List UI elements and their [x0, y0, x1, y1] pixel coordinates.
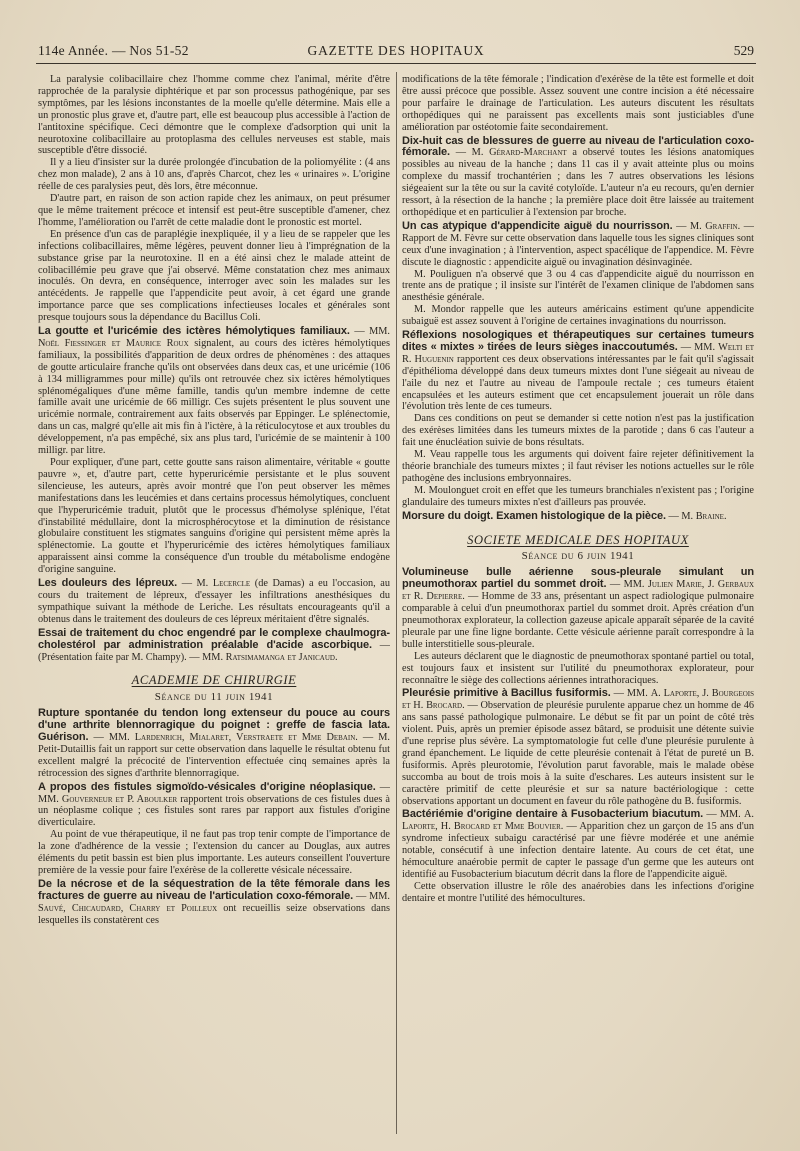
article-fistules: A propos des fistules sigmoïdo-vésicales d'origine néoplasique. — MM. Gouverneur et P. Aboulker rapportent trois observations de ces fistules dues à un néoplasme colique ; ces fistules sont rares par rapport aux fistules d'origine diverticulaire.: [38, 780, 390, 829]
article-title: Morsure du doigt. Examen histologique de la pièce.: [402, 509, 666, 522]
article-authors: A. Laporte, H. Brocard et Mme Bouvier.: [402, 809, 754, 833]
page-header: [38, 40, 754, 62]
article-authors: Ratsimamanga et Janicaud.: [225, 651, 338, 663]
article-goutte: La goutte et l'uricémie des ictères hémolytiques familiaux. — MM. Noël Fiessinger et Maurice Roux signalent, au cours des ictères hémolytiques familiaux, la possibilités d'apparition de deux ordres de phénomènes : des attaques de goutte articulaire franche qu'ils ont observées dans deux cas, et une uricémie (106 à 134 milligrammes pour mille) qu'ils ont retrouvée chez six ictères hémolytiques splénomégaliques d'une même famille, tandis qu'un membre indemne de cette famille avait une uricémie de 66 milligr. Ces sujets présentent le plus souvent une uricémie normale, contrairement aux faits observés par Eppinger. Le splénectomie, dans un cas, malgré qu'elle ait mis fin à l'ictère, à la réticulocytose et aux troubles du développement, n'a pas empêché, six ans plus tard, l'uricémie de se maintenir à 100 milligr. par litre.: [38, 325, 390, 457]
header-rule: [36, 63, 756, 64]
article-title: Pleurésie primitive à Bacillus fusiformis.: [402, 687, 611, 700]
left-column: [38, 74, 390, 1134]
article-bulle: Volumineuse bulle aérienne sous-pleurale simulant un pneumothorax partiel du sommet droit. — MM. Julien Marie, J. Gerbaux et R. Depierre. — Homme de 33 ans, présentant un aspect radiologique pulmonaire comparable à celui d'un pneumothorax partiel du sommet droit. Après création d'un pneumothorax explorateur, la collection gazeuse apicale apparaît séparée de la cavité pleurale par une fine ligne bordante. Cette vésicule aérienne paraît correspondre à la bulle interstitielle sous-pleurale.: [402, 566, 754, 650]
article-body: Rapport de M. Fèvre sur cette observation dans laquelle tous les signes cliniques sont ceux d'une invagination ; à l'intervention, aspect spacélique de l'appendice. M. Fèvre discute le diagnostic : appendicite aiguë ou invagination désinvaginée.: [402, 232, 754, 268]
article-pleuresie: Pleurésie primitive à Bacillus fusiformis. — MM. A. Laporte, J. Bourgeois et H. Brocard. — Observation de pleurésie purulente apparue chez un homme de 46 ans sans passé pathologique pulmonaire. Le début se fit par un point de côté très violent. Puis, après un premier épisode assez bâtard, se produisit une détente suivie d'une reprise plus sévère. La symptomatologie fut celle d'une pleurésie purulente à grand épanchement. Le liquide de cette pleurésie contenait à l'état de pureté un B. fusiformis. Après pleurotomie, l'évolution parut favorable, mais le malade obèse succomba au bout de trois mois à la suite d'eschares. Les auteurs insistent sur le caractère primitif de cette pleurésie et sur sa nature bactériologique : cette observations apportant un document en faveur du rôle pathogène du B. fusiformis.: [402, 687, 754, 807]
article-body: Apparition chez un garçon de 15 ans d'un syndrome infectieux subaigu caractérisé par une fièvre modérée et une anémie notable, consécutif à une infection dentaire latente. Au cours de cet état, une hémoculture anaérobie permit de capter le passage d'un germe que les auteurs ont identifié au Fusobacterium biacutum décrit dans la flore de l'appendicite aiguë.: [402, 821, 754, 880]
issue-info: 114e Année. — Nos 51-52: [38, 43, 189, 58]
article-authors: Welti et R. Huguenin: [402, 341, 754, 365]
session-date: Séance du 6 juin 1941: [521, 550, 635, 563]
article-title: Un cas atypique d'appendicite aiguë du nourrisson.: [402, 219, 673, 232]
paragraph: En présence d'un cas de paraplégie inexpliquée, il y a lieu de se rappeler que les infections colibacillaires, même légères, peuvent donner lieu à l'imprégnation de la substance grise par la neurotoxine. Il en a été ainsi chez le malade atteint de colibacillémie peu grave que j'ai observé. Même constatation chez mes animaux inoculés. On devra, en conséquence, interroger avec soin les malades sur les antécédents. Je rappelle que l'appendicite peut avoir, à cet égard une grande importance parce que ses complications infectieuses locales et générales sont presque toujours sous la dépendance du Bacillus Coli.: [38, 228, 390, 324]
article-title: Bactériémie d'origine dentaire à Fusobacterium biacutum.: [402, 808, 704, 821]
article-bacteriemie: Bactériémie d'origine dentaire à Fusobacterium biacutum. — MM. A. Laporte, H. Brocard et Mme Bouvier. — Apparition chez un garçon de 15 ans d'un syndrome infectieux subaigu caractérisé par une fièvre modérée et une anémie notable, consécutif à une infection dentaire latente. Au cours de cet état, une hémoculture anaérobie permit de capter le passage d'un germe que les auteurs ont identifié au Fusobacterium biacutum décrit dans la flore de l'appendicite aiguë.: [402, 808, 754, 880]
article-body: Homme de 33 ans, présentant un aspect radiologique pulmonaire comparable à celui d'un pneumothorax partiel du sommet droit. Après création d'un pneumothorax explorateur, la collection gazeuse apicale apparaît séparée de la cavité pleurale par une fine ligne bordante. Cette vésicule aérienne paraît correspondre à la bulle interstitielle sous-pleurale.: [402, 591, 754, 650]
article-authors: Lardenrich, Mialaret, Verstraete et Mme Debain.: [134, 732, 358, 744]
article-morsure: Morsure du doigt. Examen histologique de la pièce. — M. Braine.: [402, 509, 727, 522]
paragraph: M. Veau rappelle tous les arguments qui doivent faire rejeter définitivement la théorie branchiale des tumeurs mixtes ; il faut réviser les notions actuelles sur le rôle pathogène des inclusions embryonnaires.: [402, 449, 754, 484]
publication-title: GAZETTE DES HOPITAUX: [307, 43, 485, 58]
article-chaulmogra: Essai de traitement du choc engendré par le complexe chaulmogra-cholestérol par administration préalable d'acide ascorbique. — (Présentation faite par M. Champy). — MM. Ratsimamanga et Janicaud.: [38, 626, 390, 663]
article-lepreux: Les douleurs des lépreux. — M. Lecercle (de Damas) a eu l'occasion, au cours du traitement de lépreux, d'essayer les infiltrations anesthésiques du sympathique suivant la méthode de Leriche. Les résultats encourageants qu'il a obtenus dans le traitement des douleurs de ces lépreux méritaient d'être signalés.: [38, 577, 390, 625]
article-body: (de Damas) a eu l'occasion, au cours du traitement de lépreux, d'essayer les infiltrations anesthésiques du sympathique suivant la méthode de Leriche. Les résultats encourageants qu'il a obtenus dans le traitement des douleurs de ces lépreux méritaient d'être signalés.: [38, 578, 390, 625]
article-title: Essai de traitement du choc engendré par le complexe chaulmogra-cholestérol par administration préalable d'acide ascorbique.: [38, 626, 390, 651]
article-body: rapportent trois observations de ces fistules dues à un néoplasme colique ; ces fistules sont rares par rapport aux fistules d'origine diverticulaire.: [38, 793, 390, 829]
article-authors: A. Laporte, J. Bourgeois et H. Brocard.: [402, 688, 754, 712]
article-authors: Sauvé, Chicaudard, Charry et Poilleux: [38, 902, 218, 914]
article-authors: Noël Fiessinger et Maurice Roux: [38, 337, 189, 349]
paragraph: M. Pouliguen n'a observé que 3 ou 4 cas d'appendicite aiguë du nourrisson en trente ans de pratique ; il insiste sur l'intérêt de l'examen clinique de l'abdomen sans anesthésie générale.: [402, 268, 754, 304]
article-title: De la nécrose et de la séquestration de la tête fémorale dans les fractures de guerre au niveau de l'articulation coxo-fémorale.: [38, 877, 390, 902]
paragraph: M. Moulonguet croit en effet que les tumeurs branchiales n'existent pas ; l'origine glandulaire des tumeurs mixtes n'est d'ailleurs pas prouvée.: [402, 484, 754, 508]
article-title: A propos des fistules sigmoïdo-vésicales d'origine néoplasique.: [38, 780, 376, 793]
article-authors: Braine.: [695, 510, 727, 522]
article-body: signalent, au cours des ictères hémolytiques familiaux, la possibilités d'apparition de deux ordres de phénomènes : des attaques de goutte articulaire franche qu'ils ont observées dans deux cas, et une uricémie (106 à 134 milligrammes pour mille) qu'ils ont retrouvée chez six ictères hémolytiques splénomégaliques d'une même famille, tandis qu'un membre indemne de cette famille avait une uricémie de 66 milligr. Ces sujets présentent le plus souvent une uricémie normale, contrairement aux faits observés par Eppinger. Le splénectomie, dans un cas, malgré qu'elle ait mis fin à l'ictère, à la réticulocytose et aux troubles du développement, n'a pas empêché, six ans plus tard, l'uricémie de se maintenir à 100 milligr. par litre.: [38, 337, 390, 457]
article-title: Dix-huit cas de blessures de guerre au niveau de l'articulation coxo-fémorale.: [402, 134, 754, 159]
article-coxo: Dix-huit cas de blessures de guerre au niveau de l'articulation coxo-fémorale. — M. Gérard-Marchant a observé toutes les lésions anatomiques possibles au niveau de la hanche ; dans 11 cas il y avait atteinte plus ou moins complexe du massif trochantérien ; dans les 7 autres observations les lésions siégeaient sur la tête ou sur la cavité cotyloïde. L'auteur n'a eu recours, qu'en dernier ressort, à la résection de la hanche ; la première place doit être laissée au traitement orthopédique et en particulier à l'extension par broche.: [402, 134, 754, 218]
article-body: ont recueillis seize observations dans lesquelles ils constatèrent ces: [38, 902, 390, 926]
article-body: Observation de pleurésie purulente apparue chez un homme de 46 ans sans passé pathologique pulmonaire. Le début se fit par un point de côté très violent. Puis, après un premier épisode assez bâtard, se produisit une détente suivie d'une reprise plus sévère. La symptomatologie fut celle d'une pleurésie purulente à grand épanchement. Le liquide de cette pleurésie contenait à l'état de pureté un B. fusiformis. Après pleurotomie, l'évolution parut favorable, mais le malade obèse succomba au bout de trois mois à la suite d'eschares. Les auteurs insistent sur le caractère primitif de cette pleurésie et sur sa nature bactériologique : cette observations apportant un document en faveur du rôle pathogène du B. fusiformis.: [402, 700, 754, 807]
session-date: Séance du 11 juin 1941: [154, 691, 274, 704]
paragraph: Dans ces conditions on peut se demander si cette notion n'est pas la justification des exérèses limitées dans les tumeurs mixtes de la parotide ; dans 6 cas l'auteur a fait une énucléation suivie de bons résultats.: [402, 413, 754, 449]
article-note: (Présentation faite par M. Champy).: [38, 651, 187, 663]
paragraph: modifications de la tête fémorale ; l'indication d'exérèse de la tête est formelle et doit être aussi précoce que possible. Assez souvent une contre incision a été nécessaire pour parfaire le drainage de l'articulation. Les auteurs discutent les résultats orthopédiques qui ne paraissent pas excellents mais sont justiciables d'une amélioration par ostéotomie faite secondairement.: [402, 74, 754, 133]
article-authors: Lecercle: [212, 578, 251, 590]
article-body: a observé toutes les lésions anatomiques possibles au niveau de la hanche ; dans 11 cas il y avait atteinte plus ou moins complexe du massif trochantérien ; dans les 7 autres observations les lésions siégeaient sur la tête ou sur la cavité cotyloïde. L'auteur n'a eu recours, qu'en dernier ressort, à la résection de la hanche ; la première place doit être laissée au traitement orthopédique et en particulier à l'extension par broche.: [402, 147, 754, 218]
article-authors: Julien Marie, J. Gerbaux et R. Depierre.: [402, 579, 754, 603]
paragraph: Les auteurs déclarent que le diagnostic de pneumothorax spontané partiel ou total, est toujours faux et insistent sur l'utilité du pneumothorax explorateur, pour reconnaître le siège des collections aériennes intrathoraciques.: [402, 650, 754, 686]
article-body: rapportent ces deux observations intéressantes par le fait qu'il s'agissait d'épithélioma développé dans deux tumeurs mixtes dont l'une siégeait au niveau de l'aile du nez et l'autre au niveau de l'ampoule rectale ; ces tumeurs étaient encapsulées et les auteurs estiment que cet encapsulement jouerait un rôle dans l'évolution très lente de ces tumeurs.: [402, 353, 754, 413]
right-column: [402, 74, 754, 1134]
article-title: Réflexions nosologiques et thérapeutiques sur certaines tumeurs dites « mixtes » tirées de leurs sièges inaccoutumés.: [402, 329, 754, 353]
paragraph: La paralysie colibacillaire chez l'homme comme chez l'animal, mérite d'être rapprochée de la paralysie diphtérique et par son processus pathogénique, par ses symptômes, par les lésions inconstantes de la moelle qu'elle détermine. Mais elle a un pronostic plus grave et, d'autre part, elle est beaucoup plus accessible à l'action de l'antitoxine spécifique. Ceci démontre que le complexe d'adsorption qui unit la neurotoxine colibacillaire au protoplasma des cellules nerveuses est stable, mais susceptible d'être dissocié.: [38, 74, 390, 157]
article-authors: Gouverneur et P. Aboulker: [61, 793, 178, 805]
article-necrose: De la nécrose et de la séquestration de la tête fémorale dans les fractures de guerre au niveau de l'articulation coxo-fémorale. — MM. Sauvé, Chicaudard, Charry et Poilleux ont recueillis seize observations dans lesquelles ils constatèrent ces: [38, 877, 390, 926]
section-heading: ACADEMIE DE CHIRURGIE: [131, 673, 297, 688]
section-heading: SOCIETE MEDICALE DES HOPITAUX: [467, 532, 689, 547]
paragraph: M. Mondor rappelle que les auteurs américains estiment qu'une appendicite subaiguë est assez souvent à l'origine de certaines invaginations du nourrisson.: [402, 304, 754, 328]
article-authors: Graffin.: [705, 220, 741, 232]
article-authors: Gérard-Marchant: [489, 147, 567, 159]
article-title: La goutte et l'uricémie des ictères hémolytiques familiaux.: [38, 325, 350, 338]
column-divider: [396, 72, 397, 1134]
article-body: M. Petit-Dutaillis fait un rapport sur cette observation dans laquelle le résultat obtenu fut excellent malgré la précocité de l'intervention effectuée cinq semaines après la rétrocession des signes d'arthrite blennorragique.: [38, 732, 390, 779]
paragraph: Au point de vue thérapeutique, il ne faut pas trop tenir compte de l'importance de la zone d'adhérence de la vessie ; l'extension du cancer au Douglas, aux autres éléments du petit bassin est bien plus importante. Les auteurs conseillent l'ouverture première de la vessie pour faire l'exérèse de la collerette vésicale nécessaire.: [38, 829, 390, 876]
page-number: 529: [733, 43, 754, 58]
article-title: Les douleurs des lépreux.: [38, 577, 178, 590]
paragraph: D'autre part, en raison de son action rapide chez les animaux, on peut présumer que le même traitement précoce et intensif est peut-être susceptible d'amener, chez l'homme, l'amélioration ou l'arrêt de cette maladie dont le pronostic est mortel.: [38, 193, 390, 228]
article-rupture: Rupture spontanée du tendon long extenseur du pouce au cours d'une arthrite blennorragique du poignet : greffe de fascia lata. Guérison. — MM. Lardenrich, Mialaret, Verstraete et Mme Debain. — M. Petit-Dutaillis fait un rapport sur cette observation dans laquelle le résultat obtenu fut excellent malgré la précocité de l'intervention effectuée cinq semaines après la rétrocession des signes d'arthrite blennorragique.: [38, 707, 390, 779]
paragraph: Il y a lieu d'insister sur la durée prolongée d'incubation de la poliomyélite : (4 ans chez mon malade), 2 ans à 10 ans, d'après Charcot, chez les « urinaires ». L'origine réelle de ces paralysies peut, dès lors, être méconnue.: [38, 157, 390, 193]
paragraph: Pour expliquer, d'une part, cette goutte sans raison alimentaire, véritable « goutte pauvre », et, d'autre part, cette hyperuricémie persistante et le plus souvent silencieuse, les auteurs, après avoir montré que l'on peut observer les mêmes manifestations dans les leucémies et dans certains processus hémolytiques, concluent que l'hyperuricémie traduit, plutôt que le processus d'hémolyse splénique, l'état d'instabilité médullaire, dont la microsphérocytose et la diminution de résistance globulaire constituent les stigmates sanguins d'origine qui persistent même après la splénectomie. La goutte et l'hyperuricémie des ictères hémolytiques familiaux apparaissent ainsi comme la conséquence d'un trouble du métabolisme endogène d'origine sanguine.: [38, 457, 390, 576]
article-tumeurs: Réflexions nosologiques et thérapeutiques sur certaines tumeurs dites « mixtes » tirées de leurs sièges inaccoutumés. — MM. Welti et R. Huguenin rapportent ces deux observations intéressantes par le fait qu'il s'agissait d'épithélioma développé dans deux tumeurs mixtes dont l'une siégeait au niveau de l'aile du nez et l'autre au niveau de l'ampoule rectale ; ces tumeurs étaient encapsulées et les auteurs estiment que cet encapsulement jouerait un rôle dans l'évolution très lente de ces tumeurs.: [402, 329, 754, 413]
article-title: Rupture spontanée du tendon long extenseur du pouce au cours d'une arthrite blennorragique du poignet : greffe de fascia lata. Guérison.: [38, 707, 390, 744]
paragraph: Cette observation illustre le rôle des anaérobies dans les infections d'origine dentaire et montre l'utilité des hémocultures.: [402, 880, 754, 904]
article-title: Volumineuse bulle aérienne sous-pleurale simulant un pneumothorax partiel du sommet droit.: [402, 566, 754, 591]
article-appendicite: Un cas atypique d'appendicite aiguë du nourrisson. — M. Graffin. — Rapport de M. Fèvre sur cette observation dans laquelle tous les signes cliniques sont ceux d'une invagination ; à l'intervention, aspect spacélique de l'appendice. M. Fèvre discute le diagnostic : appendicite aiguë ou invagination désinvaginée.: [402, 219, 754, 268]
